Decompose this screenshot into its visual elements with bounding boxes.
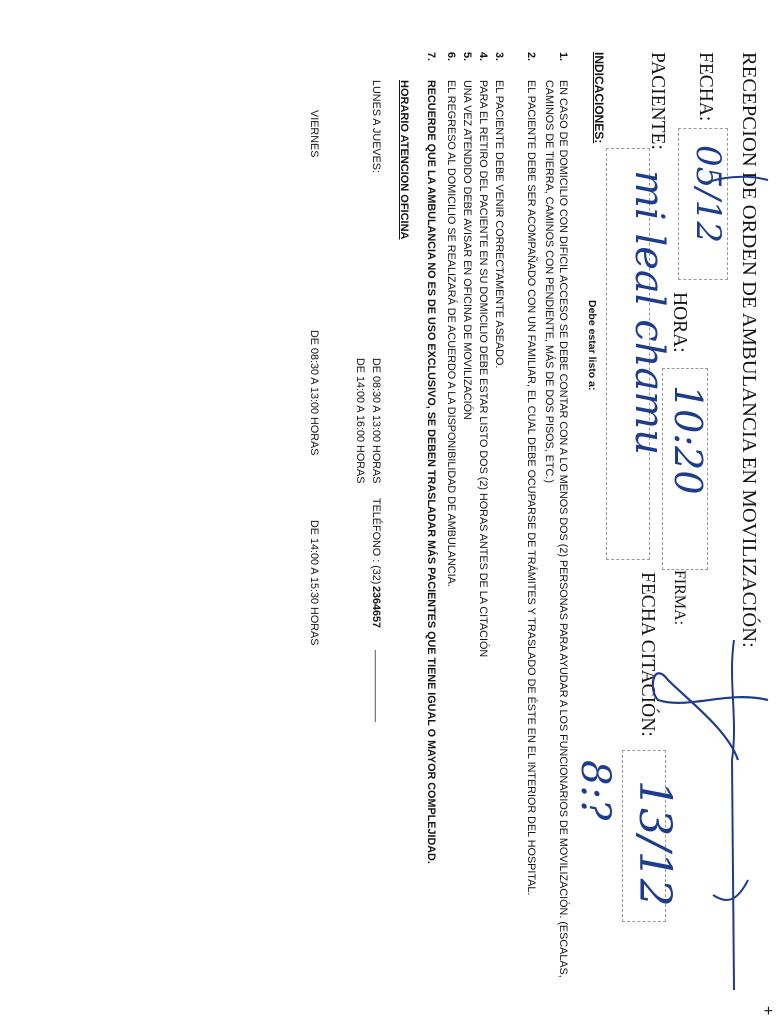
viernes-tarde: DE 14:00 A 15:30 HORAS xyxy=(308,520,320,646)
paciente-label: PACIENTE: xyxy=(647,52,668,150)
hora-label: HORA: xyxy=(669,292,690,353)
fecha-citacion-handwritten: 13/12 xyxy=(629,780,680,907)
viernes-label: VIERNES xyxy=(308,110,320,158)
hora-handwritten: 10:20 xyxy=(666,385,710,495)
telefono-value: 2364657 xyxy=(370,586,382,629)
telefono-line: ____________ xyxy=(374,650,386,723)
indicacion-item-2: 2. EL PACIENTE DEBE SER ACOMPAÑADO CON UN FAMILIAR, EL CUAL DEBE OCUPARSE DE TRÁMITES Y TRASLADO DE ÉSTE EN EL INTERIOR DEL HOSPITAL. xyxy=(525,52,537,896)
viernes-manana: DE 08:30 A 13:00 HORAS xyxy=(308,330,320,456)
fecha-handwritten: 05/12 xyxy=(688,145,728,243)
form-title: RECEPCION DE ORDEN DE AMBULANCIA EN MOVILIZACIÓN: xyxy=(738,52,760,648)
horario-title: HORARIO ATENCION OFICINA xyxy=(398,80,410,240)
fecha-label: FECHA: xyxy=(695,52,716,122)
indicacion-item-1: 1. EN CASO DE DOMICILIO CON DIFICIL ACCESO SE DEBE CONTAR CON A LO MENOS DOS (2) PERSONAS PARA AYUDAR A LOS FUNCIONARIOS DE MOVILIZACIÓN. (ESCALAS, CAMINOS DE TIERRA, CAMINOS CON PENDIENTE, MÁS DE DOS PISOS, ETC.) xyxy=(543,52,569,978)
lunes-jueves-label: LUNES A JUEVES: xyxy=(370,80,382,174)
indicaciones-title: INDICACIONES: xyxy=(592,52,606,144)
lunes-jueves-tarde: DE 14:00 A 16:00 HORAS xyxy=(354,358,366,484)
debe-estar-listo: Debe estar listo a: xyxy=(586,300,598,391)
fecha-citacion-label: FECHA CITACIÓN: xyxy=(637,572,658,737)
telefono-label: TELÉFONO : (32) xyxy=(370,498,382,585)
paciente-handwritten: mi leal chamu xyxy=(626,170,672,455)
corner-plus-mark: + xyxy=(759,1006,776,1016)
firma-label: FIRMA: xyxy=(671,570,688,626)
ambulance-order-form: + RECEPCION DE ORDEN DE AMBULANCIA EN MOVILIZACIÓN: FECHA: 05/12 HORA: 10:20 FIRMA: PACIENTE: mi leal chamu FECHA CITACIÓN: 13/12 8:? INDICACIONES: Debe estar listo a: 1. EN CASO DE DOMICILIO CON DIFICIL ACCESO SE DEBE CONTAR CON A LO MENOS DOS (2) PERSONAS PARA AYUDAR A LOS FUNCIONARIOS DE MOVILIZACIÓN. (ESCALAS, CAMINOS DE TIERRA, CAMINOS CON PENDIENTE, MÁS DE DOS PISOS, ETC.) 2. EL PACIENTE DEBE SER ACOMPAÑADO CON UN FAMILIAR, EL CUAL DEBE OCUPARSE DE TRÁMITES Y TRASLADO DE ÉSTE EN EL INTERIOR DEL HOSPITAL. 3. EL PACIENTE DEBE VENIR CORRECTAMENTE ASEADO. 4. PARA EL RETIRO DEL PACIENTE EN SU DOMICILIO DEBE ESTAR LISTO DOS (2) HORAS ANTES DE LA CITACIÓN 5. UNA VEZ ATENDIDO DEBE AVISAR EN OFICINA DE MOVILIZACIÓN 6. EL REGRESO AL DOMICILIO SE REALIZARÁ DE ACUERDO A LA DISPONIBILIDAD DE AMBULANCIA. 7. RECUERDE QUE LA AMBULANCIA NO ES DE USO EXCLUSIVO, SE DEBEN TRASLADAR MÁS PACIENTES QUE TIENE IGUAL O MAYOR COMPLEJIDAD. HORARIO ATENCION OFICINA LUNES A JUEVES: DE 08:30 A 13:00 HORAS DE 14:00 A 16:00 HORAS TELÉFONO : (32) 2364657 ____________ VIERNES DE 08:30 A 13:00 HORAS DE 14:00 A 15:30 HORAS xyxy=(0,0,768,1024)
lunes-jueves-manana: DE 08:30 A 13:00 HORAS xyxy=(370,358,382,484)
extra-handwritten-note: 8:? xyxy=(572,760,618,821)
